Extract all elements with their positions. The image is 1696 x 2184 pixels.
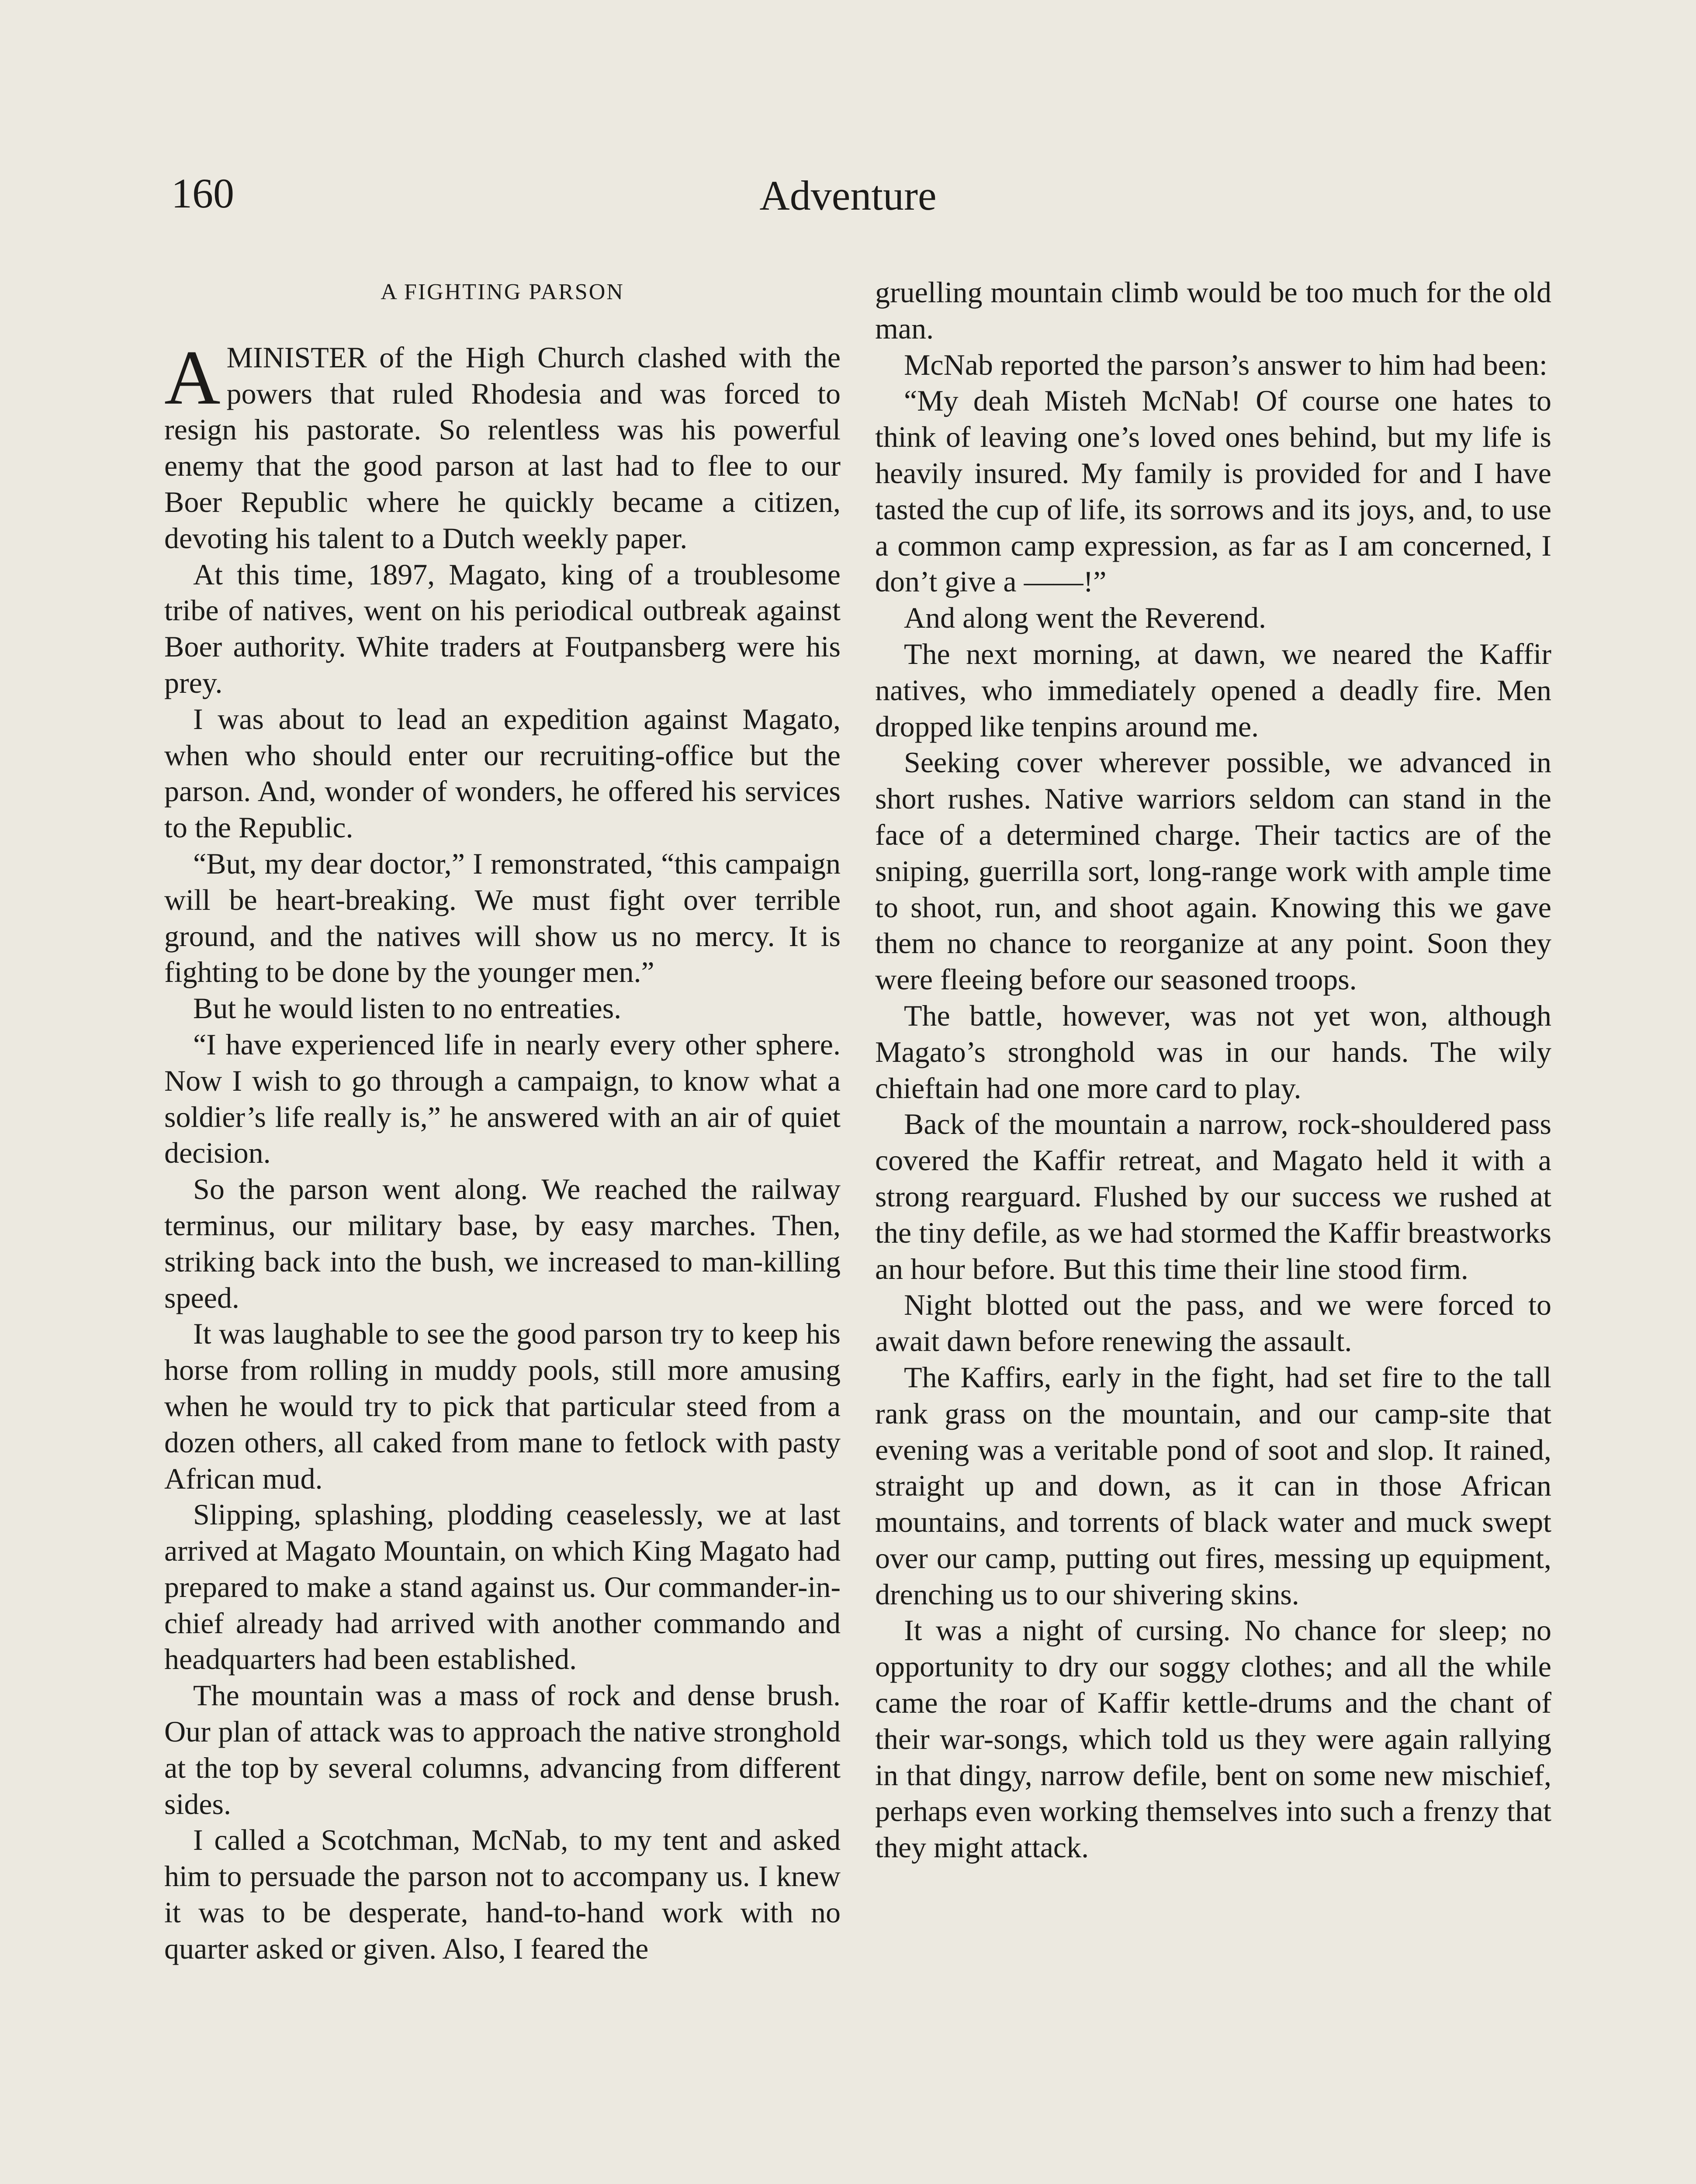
left-column xyxy=(164,274,841,1967)
paragraph-13: McNab reported the parson’s answer to him had been: xyxy=(904,348,1547,381)
paragraph-22: It was a night of cursing. No chance for sleep; no opportunity to dry our soggy clothes; and all the while came the roar of Kaffir kettle-drums and the chant of their war-songs, which told us they were again rallying in that dingy, narrow defile, bent on some new mischief, perhaps even working themselves into such a frenzy that they might attack. xyxy=(875,1614,1551,1864)
paragraph-21: The Kaffirs, early in the fight, had set fire to the tall rank grass on the mountain, and our camp-site that evening was a veritable pond of soot and slop. It rained, straight up and down, as it can in those African mountains, and torrents of black water and muck swept over our camp, putting out fires, messing up equipment, drenching us to our shivering skins. xyxy=(875,1360,1551,1611)
paragraph-3: I was about to lead an expedition against Magato, when who should enter our recruiting-office but the parson. And, wonder of wonders, he offered his services to the Republic. xyxy=(164,702,841,844)
paragraph-5: But he would listen to no entreaties. xyxy=(193,992,622,1025)
paragraph-14: “My deah Misteh McNab! Of course one hates to think of leaving one’s loved ones behind, but my life is heavily insured. My family is provided for and I have tasted the cup of life, its sorrows and its joys, and, to use a common camp expression, as far as I am concerned, I don’t give a ——!” xyxy=(875,384,1551,598)
paragraph-2: At this time, 1897, Magato, king of a troublesome tribe of natives, went on his periodical outbreak against Boer authority. White traders at Foutpansberg were his prey. xyxy=(164,557,841,699)
paragraph-17: Seeking cover wherever possible, we advanced in short rushes. Native warriors seldom can stand in the face of a determined charge. Their tactics are of the sniping, guerrilla sort, long-range work with ample time to shoot, run, and shoot again. Knowing this we gave them no chance to reorganize at any point. Soon they were fleeing before our seasoned troops. xyxy=(875,746,1551,996)
paragraph-15: And along went the Reverend. xyxy=(904,601,1266,635)
section-title: A FIGHTING PARSON xyxy=(381,280,624,304)
paragraph-11: I called a Scotchman, McNab, to my tent and asked him to persuade the parson not to accompany us. I knew it was to be desperate, hand-to-hand work with no quarter asked or given. Also, I feared the xyxy=(164,1823,841,1965)
paragraph-20: Night blotted out the pass, and we were forced to await dawn before renewing the assault. xyxy=(875,1288,1551,1358)
drop-cap: A xyxy=(164,334,221,421)
paragraph-18: The battle, however, was not yet won, although Magato’s stronghold was in our hands. The wily chieftain had one more card to play. xyxy=(875,999,1551,1105)
paragraph-7: So the parson went along. We reached the railway terminus, our military base, by easy marches. Then, striking back into the bush, we increased to man-killing speed. xyxy=(164,1172,841,1314)
right-column xyxy=(875,274,1551,1866)
paragraph-19: Back of the mountain a narrow, rock-shouldered pass covered the Kaffir retreat, and Magato held it with a strong rearguard. Flushed by our success we rushed at the tiny defile, as we had stormed the Kaffir breastworks an hour before. But this time their line stood firm. xyxy=(875,1107,1551,1286)
paragraph-1-text: MINISTER of the High Church clashed with the powers that ruled Rhodesia and was forced to resign his pastorate. So relentless was his powerful enemy that the good parson at last had to flee to our Boer Republic where he quickly became a citizen, devoting his talent to a Dutch weekly paper. xyxy=(164,340,841,555)
paragraph-4: “But, my dear doctor,” I remonstrated, “this campaign will be heart-breaking. We must fight over terrible ground, and the natives will show us no mercy. It is fighting to be done by the younger men.” xyxy=(164,847,841,989)
paragraph-1 xyxy=(164,334,841,556)
paragraph-10: The mountain was a mass of rock and dense brush. Our plan of attack was to approach the native stronghold at the top by several columns, advancing from different sides. xyxy=(164,1679,841,1821)
running-head: Adventure xyxy=(759,172,937,219)
paragraph-8: It was laughable to see the good parson try to keep his horse from rolling in muddy pools, still more amusing when he would try to pick that particular steed from a dozen others, all caked from mane to fetlock with pasty African mud. xyxy=(164,1317,841,1495)
paragraph-6: “I have experienced life in nearly every other sphere. Now I wish to go through a campaign, to know what a soldier’s life really is,” he answered with an air of quiet decision. xyxy=(164,1027,841,1170)
paragraph-16: The next morning, at dawn, we neared the Kaffir natives, who immediately opened a deadly fire. Men dropped like tenpins around me. xyxy=(875,637,1551,743)
paragraph-9: Slipping, splashing, plodding ceaselessly, we at last arrived at Magato Mountain, on which King Magato had prepared to make a stand against us. Our commander-in-chief already had arrived with another commando and headquarters had been established. xyxy=(164,1498,841,1676)
paragraph-12: gruelling mountain climb would be too much for the old man. xyxy=(875,276,1551,345)
page-number: 160 xyxy=(171,170,234,217)
